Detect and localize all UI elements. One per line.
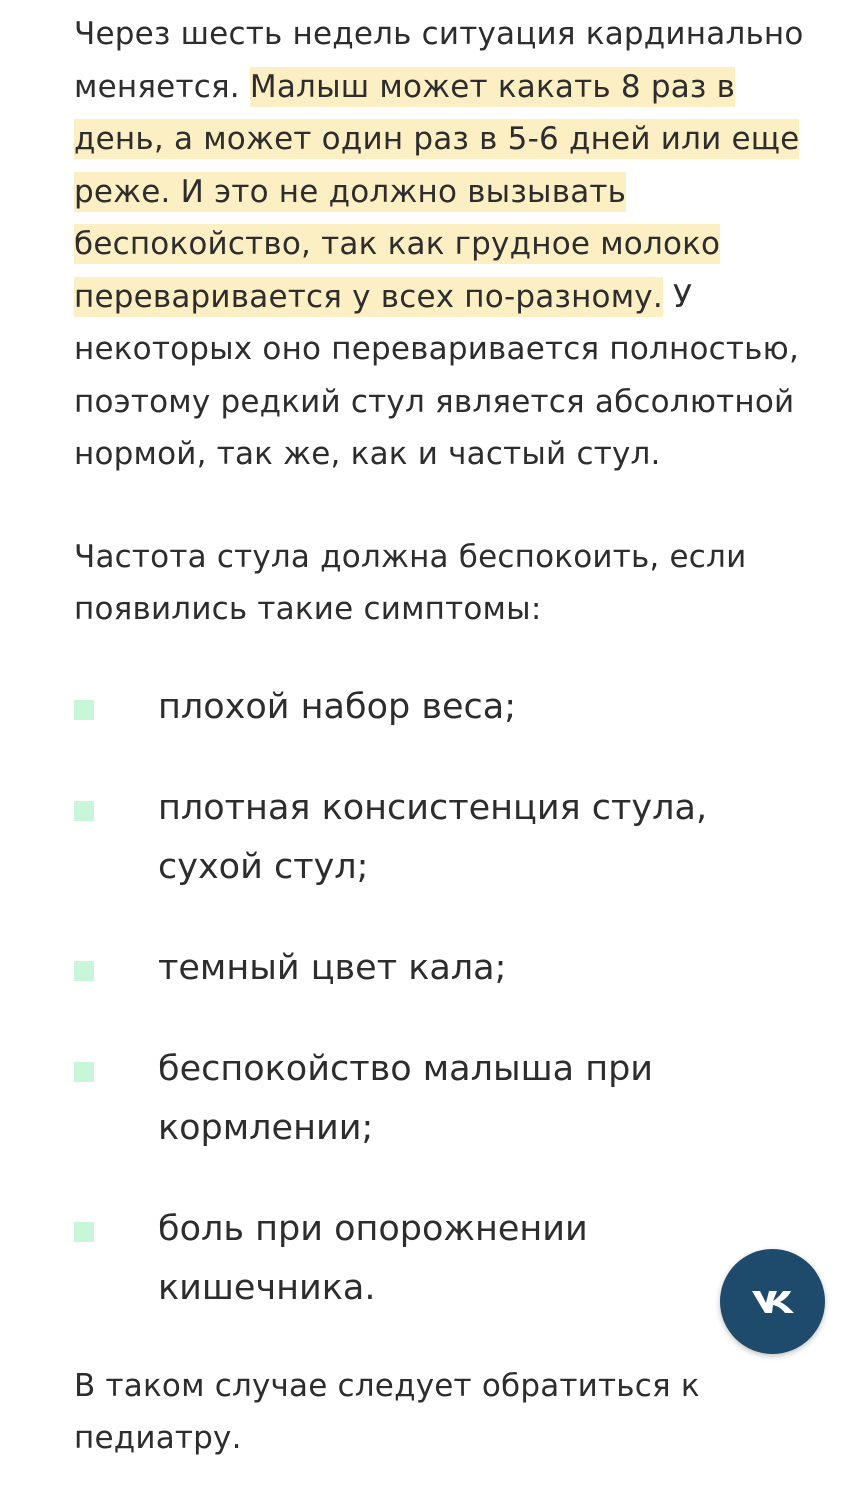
list-item xyxy=(74,1200,809,1318)
paragraph-stool-frequency xyxy=(74,8,809,481)
highlighted-text: Малыш может какать 8 раз в день, а может один раз в 5-6 дней или еще реже. И это не должно вызывать беспокойство, так как грудное молоко переваривается у всех по-разному. xyxy=(74,68,800,315)
square-bullet-icon xyxy=(74,1062,94,1082)
list-item xyxy=(74,1040,809,1158)
square-bullet-icon xyxy=(74,961,94,981)
square-bullet-icon xyxy=(74,801,94,821)
list-item-text: беспокойство малыша при кормлении; xyxy=(158,1048,654,1148)
square-bullet-icon xyxy=(74,700,94,720)
square-bullet-icon xyxy=(74,1222,94,1242)
list-item xyxy=(74,779,809,897)
paragraph-see-pediatrician: В таком случае следует обратиться к педиатру. xyxy=(74,1367,700,1456)
vk-share-button[interactable] xyxy=(720,1249,825,1354)
paragraph-text-continued: У некоторых оно переваривается полностью, поэтому редкий стул является абсолютной нормой, так же, как и частый стул. xyxy=(74,278,799,472)
list-item-text: темный цвет кала; xyxy=(158,947,507,988)
list-item xyxy=(74,678,809,737)
article-body xyxy=(74,8,809,1465)
vk-logo-icon xyxy=(751,1289,795,1315)
list-item-text: боль при опорожнении кишечника. xyxy=(158,1208,588,1308)
symptoms-list xyxy=(74,678,809,1318)
list-item-text: плохой набор веса; xyxy=(158,686,516,727)
list-item xyxy=(74,939,809,998)
list-item-text: плотная консистенция стула, сухой стул; xyxy=(158,787,708,887)
paragraph-text: Через шесть недель ситуация кардинально меняется. xyxy=(74,16,804,105)
paragraph-symptoms-intro: Частота стула должна беспокоить, если появились такие симптомы: xyxy=(74,538,747,627)
